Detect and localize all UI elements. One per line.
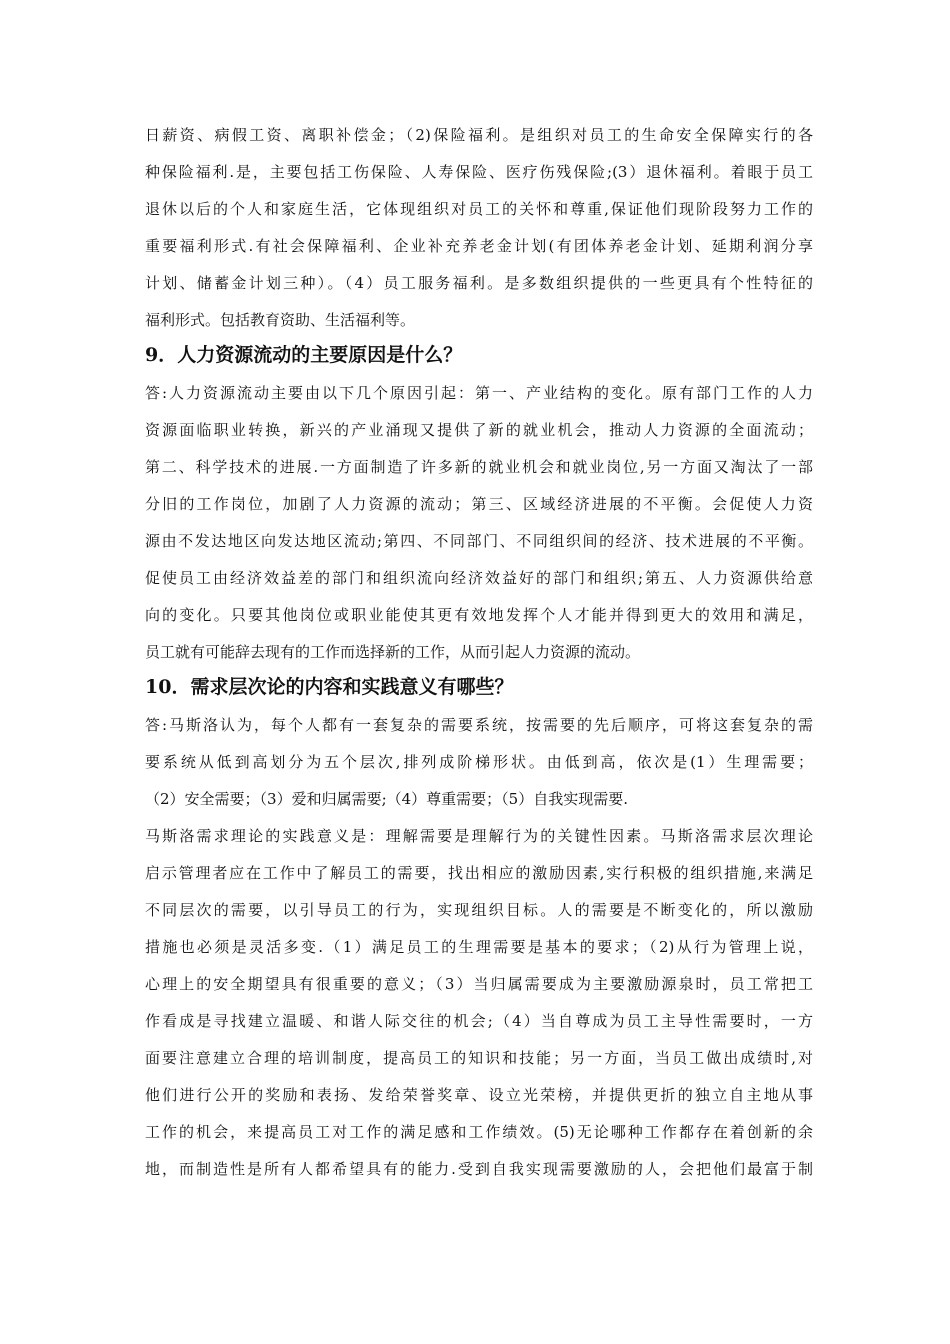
question-10 [145, 667, 813, 1188]
paragraph-line: 源由不发达地区向发达地区流动;第四、不同部门、不同组织间的经济、技术进展的不平衡。 [145, 532, 813, 550]
paragraph-line: （2）安全需要；（3）爱和归属需要;（4）尊重需要；（5）自我实现需要. [145, 790, 628, 808]
paragraph-line: 答:马斯洛认为，每个人都有一套复杂的需要系统，按需要的先后顺序，可将这套复杂的需 [145, 716, 813, 734]
document-page [145, 117, 813, 1188]
paragraph-line: 启示管理者应在工作中了解员工的需要，找出相应的激励因素,实行积极的组织措施,来满足 [145, 864, 813, 882]
paragraph-line: 福利形式。包括教育资助、生活福利等。 [145, 311, 416, 329]
question-9 [145, 335, 813, 671]
paragraph-line: 资源面临职业转换，新兴的产业涌现又提供了新的就业机会，推动人力资源的全面流动； [145, 421, 813, 439]
paragraph-line: 第二、科学技术的进展.一方面制造了许多新的就业机会和就业岗位,另一方面又淘汰了一部 [145, 458, 813, 476]
paragraph-line: 马斯洛需求理论的实践意义是：理解需要是理解行为的关键性因素。马斯洛需求层次理论 [145, 827, 813, 845]
question-10-heading: 10．需求层次论的内容和实践意义有哪些？ [145, 676, 514, 698]
paragraph-line: 日薪资、病假工资、离职补偿金；（2)保险福利。是组织对员工的生命安全保障实行的各 [145, 126, 813, 144]
paragraph-line: 计划、储蓄金计划三种）。（4）员工服务福利。是多数组织提供的一些更具有个性特征的 [145, 274, 813, 292]
paragraph-line: 心理上的安全期望具有很重要的意义；（3）当归属需要成为主要激励源泉时，员工常把工 [145, 975, 813, 993]
question-9-heading: 9．人力资源流动的主要原因是什么？ [145, 344, 463, 366]
paragraph-line: 作看成是寻找建立温暖、和谐人际交往的机会;（4）当自尊成为员工主导性需要时，一方 [145, 1012, 813, 1030]
paragraph-line: 员工就有可能辞去现有的工作而选择新的工作，从而引起人力资源的流动。 [145, 643, 641, 661]
paragraph-line: 工作的机会，来提高员工对工作的满足感和工作绩效。(5)无论哪种工作都存在着创新的余 [145, 1123, 813, 1141]
paragraph-line: 分旧的工作岗位，加剧了人力资源的流动；第三、区域经济进展的不平衡。会促使人力资 [145, 495, 813, 513]
paragraph-line: 地，而制造性是所有人都希望具有的能力.受到自我实现需要激励的人，会把他们最富于制 [145, 1160, 813, 1178]
paragraph-line: 面要注意建立合理的培训制度，提高员工的知识和技能；另一方面，当员工做出成绩时,对 [145, 1049, 813, 1067]
paragraph-line: 促使员工由经济效益差的部门和组织流向经济效益好的部门和组织;第五、人力资源供给意 [145, 569, 813, 587]
paragraph-line: 他们进行公开的奖励和表扬、发给荣誉奖章、设立光荣榜，并提供更折的独立自主地从事 [145, 1086, 813, 1104]
paragraph-line: 要系统从低到高划分为五个层次,排列成阶梯形状。由低到高，依次是(1）生理需要； [145, 753, 813, 771]
paragraph-line: 答:人力资源流动主要由以下几个原因引起：第一、产业结构的变化。原有部门工作的人力 [145, 384, 813, 402]
paragraph-line: 重要福利形式.有社会保障福利、企业补充养老金计划(有团体养老金计划、延期利润分享 [145, 237, 813, 255]
paragraph-line: 种保险福利.是，主要包括工伤保险、人寿保险、医疗伤残保险;(3）退休福利。着眼于员工 [145, 163, 813, 181]
paragraph-line: 向的变化。只要其他岗位或职业能使其更有效地发挥个人才能并得到更大的效用和满足， [145, 606, 813, 624]
paragraph-line: 措施也必须是灵活多变.（1）满足员工的生理需要是基本的要求；（2)从行为管理上说， [145, 938, 813, 956]
paragraph-line: 退休以后的个人和家庭生活，它体现组织对员工的关怀和尊重,保证他们现阶段努力工作的 [145, 200, 813, 218]
section-8-tail [145, 117, 813, 339]
paragraph-line: 不同层次的需要，以引导员工的行为，实现组织目标。人的需要是不断变化的，所以激励 [145, 901, 813, 919]
